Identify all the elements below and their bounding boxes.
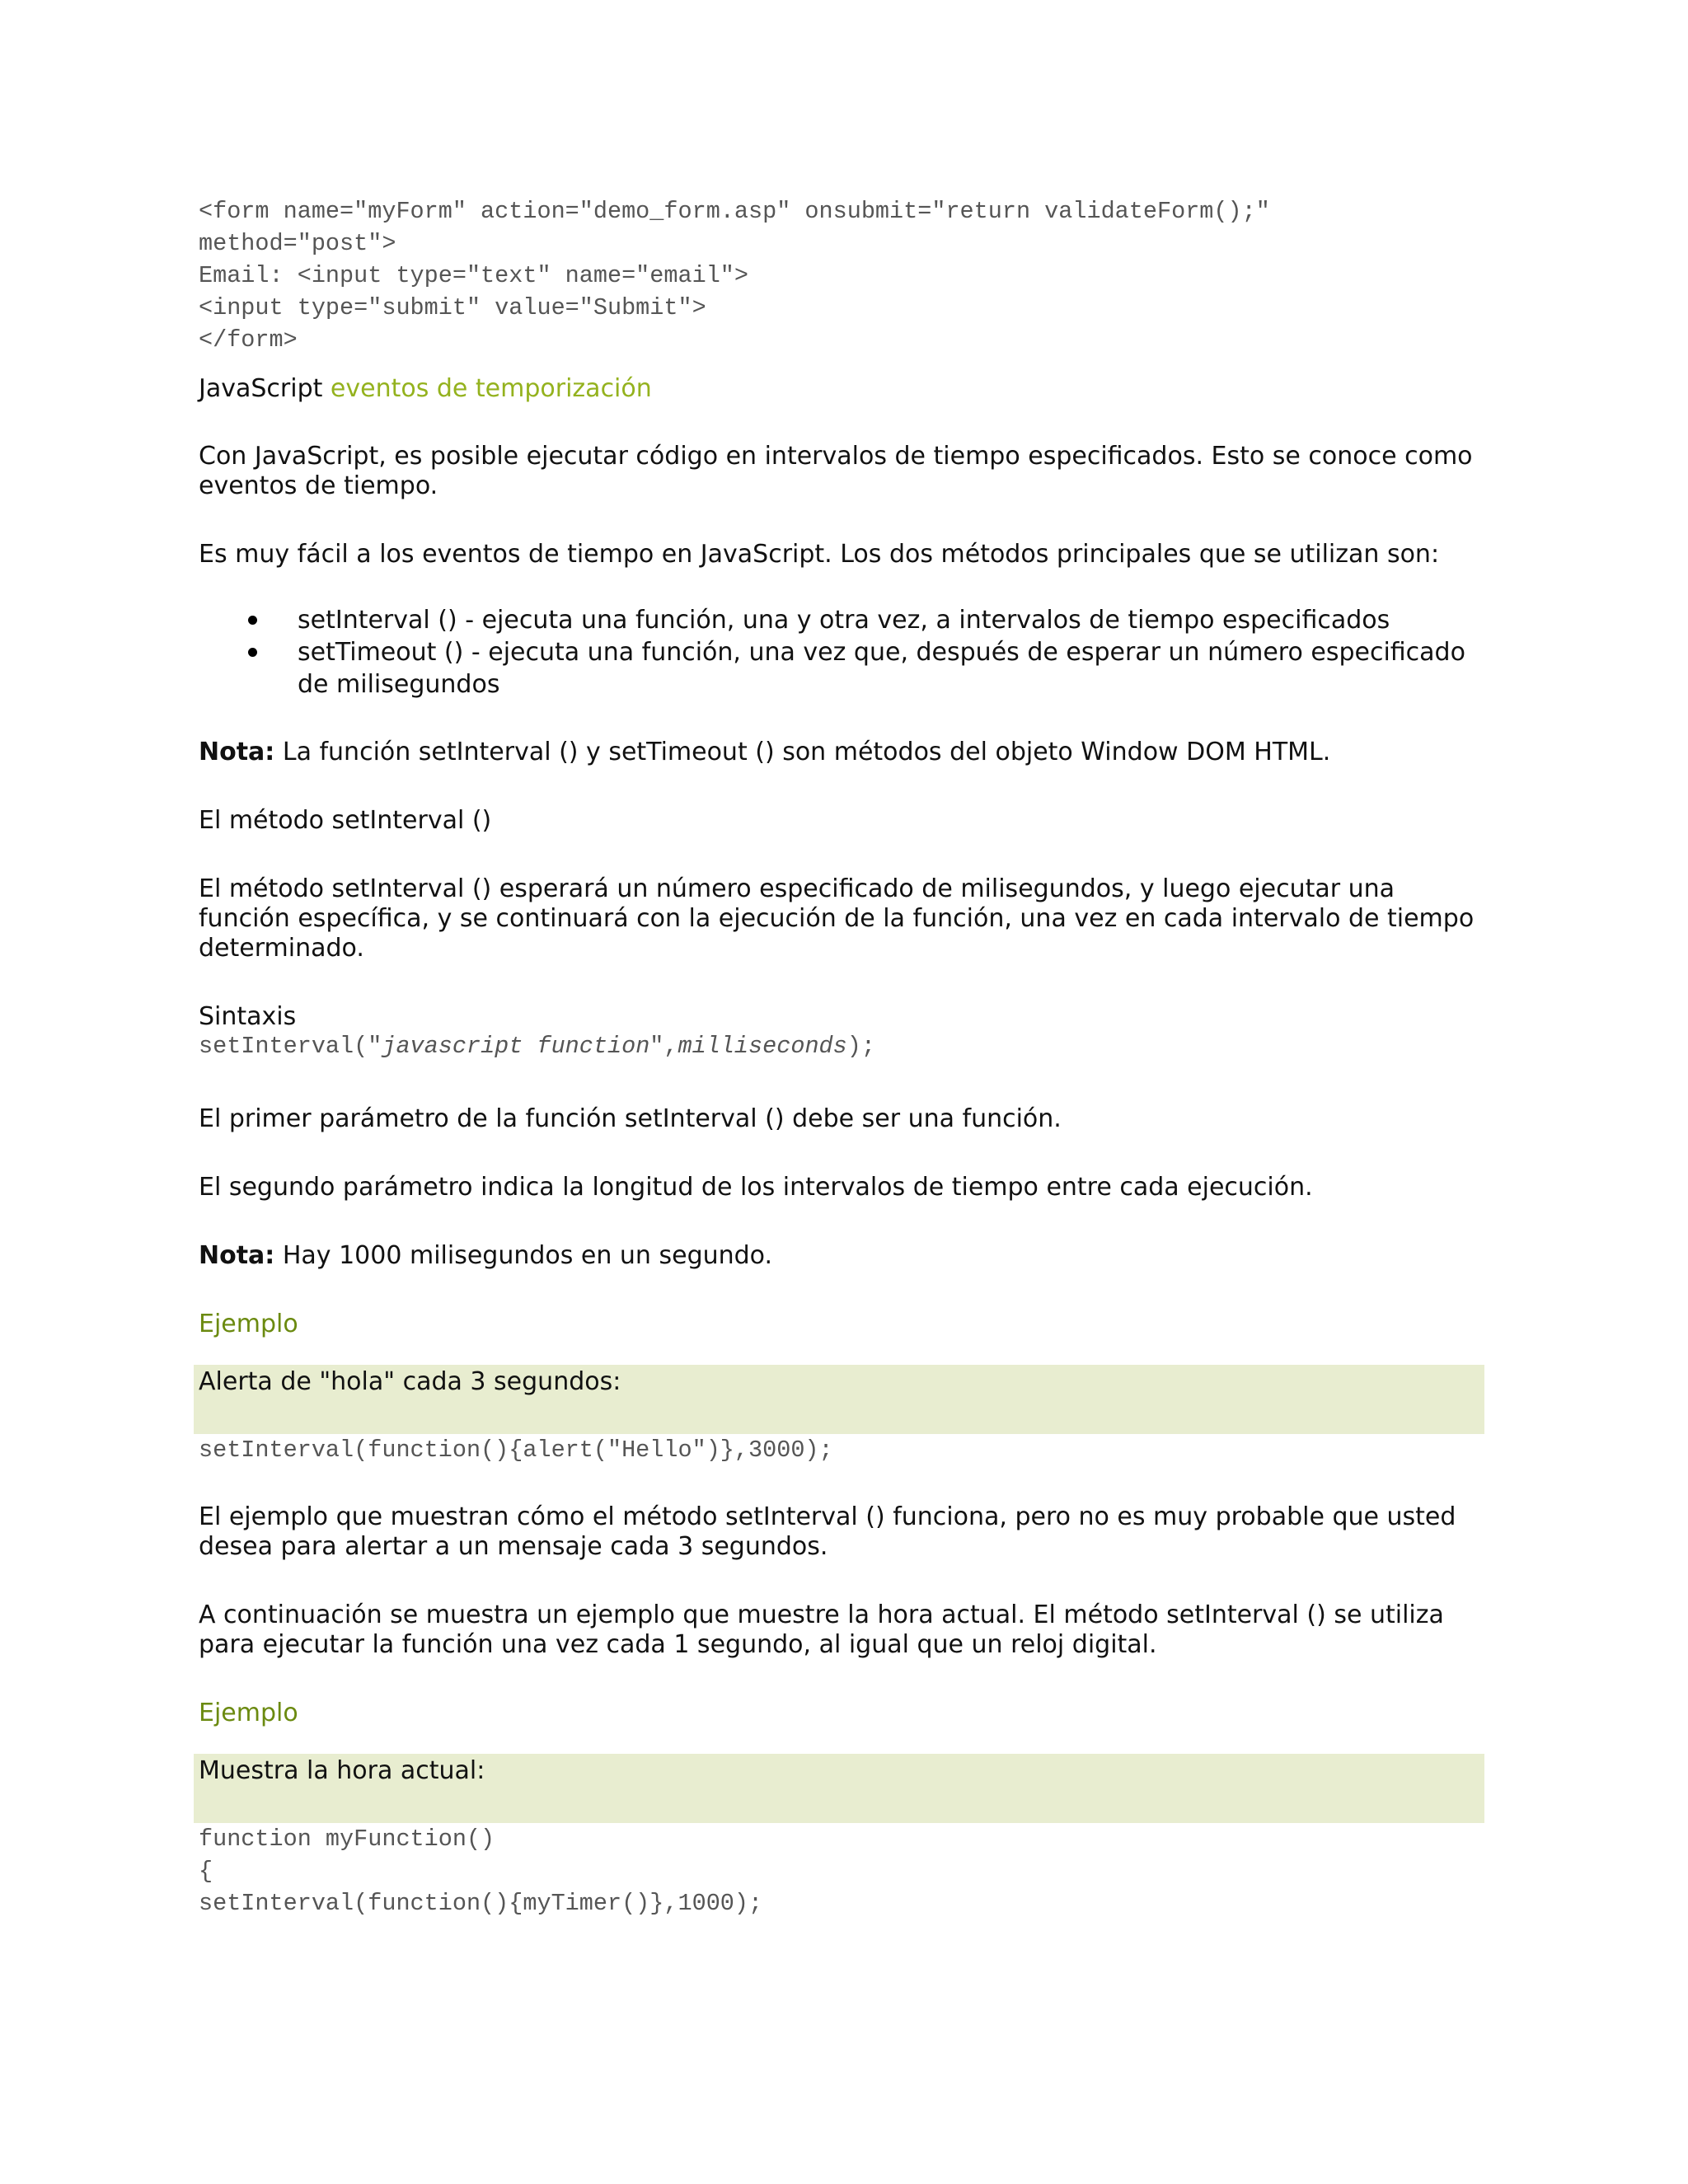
example1-code: setInterval(function(){alert("Hello")},3000); [199,1436,833,1464]
syntax-code-mid: ", [649,1033,678,1060]
syntax-code-start: setInterval(" [199,1033,382,1060]
param2-paragraph: El segundo parámetro indica la longitud de los intervalos de tiempo entre cada ejecución. [199,1173,1313,1202]
example2-band [194,1754,1484,1823]
note-label: Nota: [199,738,275,766]
example1-band [194,1365,1484,1434]
example1-heading: Ejemplo [199,1310,298,1338]
example1-band-text: Alerta de "hola" cada 3 segundos: [199,1367,621,1396]
document-page [199,195,1484,1919]
code-line: method="post"> [199,230,396,257]
code-line: Email: <input type="text" name="email"> [199,262,749,289]
syntax-code [199,1032,1484,1062]
intro-paragraph-2: Es muy fácil a los eventos de tiempo en JavaScript. Los dos métodos principales que se utilizan son: [199,540,1440,569]
syntax-label: Sintaxis [199,1002,297,1031]
example2-code-block [199,1823,1484,1919]
form-code-block [199,195,1484,356]
note-paragraph [199,738,1484,767]
method-title: El método setInterval () [199,806,492,835]
syntax-code-end: ); [846,1033,875,1060]
code-line: </form> [199,326,298,354]
code-line: function myFunction() [199,1825,495,1853]
explanation-paragraph-2: A continuación se muestra un ejemplo que muestre la hora actual. El método setInterval () se utiliza para ejecutar la función una vez cada 1 segundo, al igual que un reloj digital. [199,1601,1444,1659]
syntax-arg-function: javascript function [382,1033,650,1060]
note-text: La función setInterval () y setTimeout () son métodos del objeto Window DOM HTML. [274,738,1331,766]
note-label: Nota: [199,1241,275,1270]
note-text: Hay 1000 milisegundos en un segundo. [274,1241,773,1270]
heading-prefix: JavaScript [199,374,331,403]
list-item: setTimeout () - ejecuta una función, una vez que, después de esperar un número especificado de milisegundos [199,636,1484,701]
heading-accent: eventos de temporización [330,374,652,403]
example2-band-text: Muestra la hora actual: [199,1756,485,1785]
methods-list [199,604,1484,701]
intro-paragraph-1: Con JavaScript, es posible ejecutar código en intervalos de tiempo especificados. Esto se conoce como eventos de tiempo. [199,442,1473,500]
list-item: setInterval () - ejecuta una función, una y otra vez, a intervalos de tiempo especificados [199,604,1484,636]
code-line: <input type="submit" value="Submit"> [199,294,706,321]
section-heading [199,374,1484,404]
code-line: { [199,1858,213,1885]
code-line: <form name="myForm" action="demo_form.asp" onsubmit="return validateForm();" [199,198,1270,225]
explanation-paragraph-1: El ejemplo que muestran cómo el método setInterval () funciona, pero no es muy probable que usted desea para alertar a un mensaje cada 3 segundos. [199,1502,1456,1561]
param1-paragraph: El primer parámetro de la función setInterval () debe ser una función. [199,1104,1062,1133]
code-line: setInterval(function(){myTimer()},1000); [199,1890,763,1917]
example2-heading: Ejemplo [199,1699,298,1727]
note2-paragraph [199,1241,1484,1271]
method-description: El método setInterval () esperará un número especificado de milisegundos, y luego ejecutar una función específica, y se continuará con la ejecución de la función, una vez en cada intervalo de tiempo determinado. [199,874,1475,963]
syntax-arg-milliseconds: milliseconds [678,1033,847,1060]
